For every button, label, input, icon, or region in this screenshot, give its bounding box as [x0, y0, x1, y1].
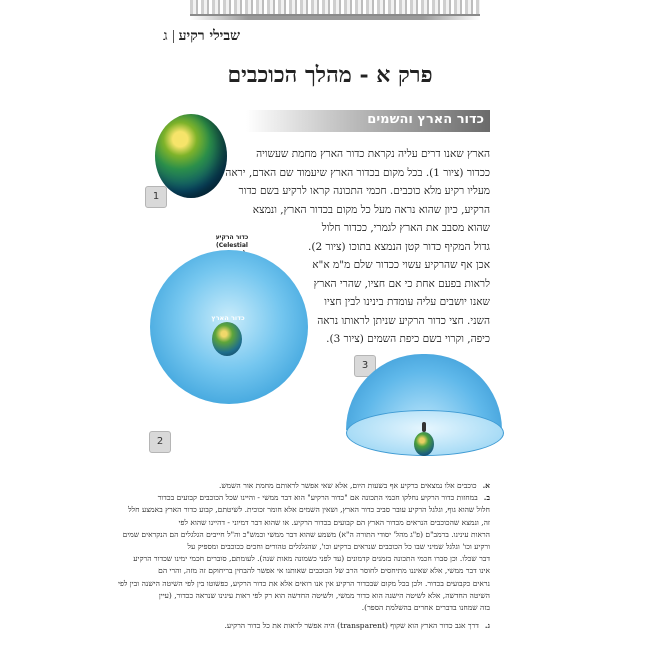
inner-earth-figure	[212, 322, 242, 356]
footnote-text: במחזות כדור הרקיע נחלקו חכמי התכונה אם "כדור הרקיע" הוא דבר ממשי - והיינו שכל הכוכבים קבועים בכדור	[157, 493, 478, 503]
page-number: ג	[162, 28, 168, 44]
body-line: אכן אף שהרקיע עשוי ככדור שלם מ"מ א"א	[312, 259, 490, 271]
footnote-line: ורקיע וכו' וגלגל שמיני שבו כל הכוכבים שנראים ברקיע וכו', שהגלגלים טהורים וחכים ככוכבים ומספיק על	[187, 542, 490, 552]
figure-3-badge: 3	[354, 355, 376, 377]
body-line: גדול המקיף כדור קטן הנמצא בתוכו (ציור 2).	[308, 240, 490, 253]
body-line: מעליו רקיע מלא כוכבים. חכמי התכונה קראו לרקיע בשם כדור	[238, 185, 490, 197]
footnote-line: אינו דבר ממשי, אלא שאיננו מתיחסים לחוסר הרב של הכוכבים שאותנו אי אפשר להבחין בריחוקם זה מזה, והרי הם	[158, 566, 490, 576]
body-line: שאנו יושבים עליה עומדת בינינו לבין חציו	[324, 296, 490, 308]
dome-earth-figure	[414, 432, 434, 456]
celestial-label-hebrew: כדור הרקיע	[215, 234, 249, 241]
footnote-line	[157, 492, 490, 504]
footnote-line: הראות עינינו. ברמב"ם (פ"ג מהל' יסודי התורה ה"א) משמע שהוא דבר ממשי וכמש"כ וה"ל חייבים הגלגלים הם הנקראים שמים	[122, 529, 490, 539]
book-title: שבילי רקיע	[178, 28, 240, 44]
section-title: כדור הארץ והשמים	[367, 112, 484, 127]
body-line: כיפה, וקרוי בשם כיפת השמים (ציור 3).	[326, 333, 490, 345]
body-line: הרקיע, כיון שהוא נראה מעל כל מקום בכדור הארץ, ונמצא	[252, 203, 490, 216]
body-line: הארץ שאנו דרים עליה נקראת כדור הארץ מחמת שעשויה	[256, 148, 490, 160]
footnote-line: נראים כקבועים בכדור. ולכן בכל מקום שבכדור הרקיע אין אנו רואים אלא את כדור הרקיע, כפשוטו בין לפי השיטה הישנה ובין לפי	[117, 578, 490, 588]
footnote-marker: ג.	[484, 621, 490, 631]
footnote-line: דבר שכלו. וכן סברו חכמי התכונה בזמנים קדמונים (עד לפני כשמונה מאות שנה). לעומתם, סוברים חכמי ימינו שכדור הרקיע	[133, 554, 490, 564]
footnote-marker: א.	[482, 481, 490, 490]
section-title-bar	[246, 110, 490, 132]
footnote-text: כוכבים אלו נמצאים ברקיע אף בשעות היום, אלא שאי אפשר לראותם מחמת אור השמש.	[218, 481, 477, 490]
footnote-line: זה, ונמצא שהכוכבים הנראים מכדור הארץ הם קבועים בכדור הרקיע. או שהוא דבר דמיוני - דהיינו שהוא לפי	[178, 517, 490, 527]
footnote-line: חלול שהוא גוף, וגלגל הרקיע עובר סביב כדור הארץ, ושאין השמים אלא חומר זכוכית. לשיטתם, קבוע כדור הארץ באמצע חלל	[128, 505, 490, 515]
running-header	[156, 28, 240, 46]
body-line: שהוא מסבב את הארץ לגמרי, ככדור חלול	[321, 222, 490, 234]
figure-1-badge: 1	[145, 186, 167, 208]
body-line: השני. חצי כדור הרקיע שניתן לראותו נראה	[317, 314, 490, 327]
footnote-text: דרך אגב כדור הארץ הוא שקוף (transparent) היה אפשר לראות את כל כדור הרקיע.	[224, 621, 479, 631]
footnote-line: השיטה החדשה, אלא לשיטה הישנה הוא כדור ממשי, ולשיטה החדשה הוא רק לפי ראות עינינו שנראה ככדור, (עיין	[158, 590, 490, 600]
body-line: לראות בפעם אחת כי אם חציו, שהרי הארץ	[313, 277, 490, 290]
footnote-line	[168, 480, 490, 492]
footnotes	[117, 480, 490, 632]
earth-globe-figure	[155, 114, 227, 198]
earth-label: כדור הארץ	[211, 314, 245, 322]
celestial-label-english: (Celestial	[216, 242, 248, 249]
observer-icon	[422, 422, 426, 432]
footnote-line: בזה שמחנו בדברים אחרים בהשלמת הספר).	[361, 603, 490, 613]
page-top-ornament	[190, 0, 480, 16]
header-divider	[173, 30, 174, 43]
figure-2-badge: 2	[149, 431, 171, 453]
body-line: ככדור (ציור 1). בכל מקום בכדור הארץ שיעמוד שם האדם, יראה	[225, 166, 490, 179]
footnote-line	[168, 620, 490, 632]
chapter-title: פרק א - מהלך הכוכבים	[227, 62, 433, 88]
footnote-marker: ב.	[483, 493, 490, 503]
